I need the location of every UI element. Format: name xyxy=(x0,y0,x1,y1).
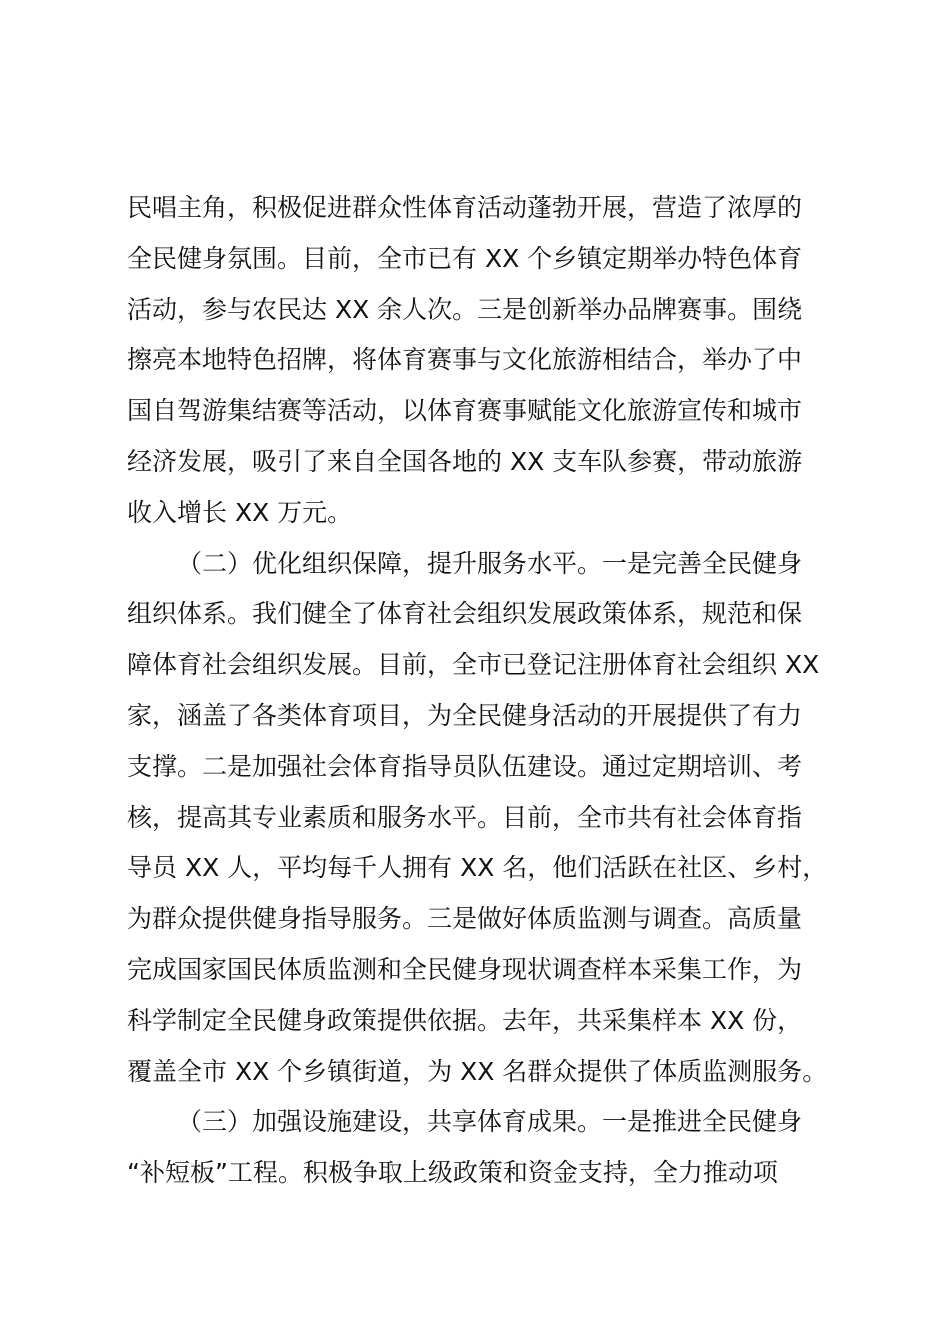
text-line: 收入增长 XX 万元。 xyxy=(127,497,353,527)
text-line: 全民健身氛围。目前，全市已有 XX 个乡镇定期举办特色体育 xyxy=(127,243,803,273)
text-line: 家，涵盖了各类体育项目，为全民健身活动的开展提供了有力 xyxy=(127,700,803,730)
text-line: 完成国家国民体质监测和全民健身现状调查样本采集工作，为 xyxy=(127,954,803,984)
text-line: 经济发展，吸引了来自全国各地的 XX 支车队参赛，带动旅游 xyxy=(127,446,803,476)
body-text xyxy=(127,183,837,1199)
text-line: 组织体系。我们健全了体育社会组织发展政策体系，规范和保 xyxy=(127,599,803,629)
text-line: 支撑。二是加强社会体育指导员队伍建设。通过定期培训、考 xyxy=(127,751,803,781)
text-line: 导员 XX 人，平均每千人拥有 XX 名，他们活跃在社区、乡村， xyxy=(127,853,828,883)
paragraph-start-line: （二）优化组织保障，提升服务水平。一是完善全民健身 xyxy=(177,548,803,578)
text-line: 障体育社会组织发展。目前，全市已登记注册体育社会组织 XX xyxy=(127,650,820,680)
text-line: 科学制定全民健身政策提供依据。去年，共采集样本 XX 份， xyxy=(127,1005,803,1035)
text-line: “补短板”工程。积极争取上级政策和资金支持，全力推动项 xyxy=(127,1158,778,1188)
text-line: 活动，参与农民达 XX 余人次。三是创新举办品牌赛事。围绕 xyxy=(127,294,803,324)
text-line: 核，提高其专业素质和服务水平。目前，全市共有社会体育指 xyxy=(127,802,803,832)
text-line: 擦亮本地特色招牌，将体育赛事与文化旅游相结合，举办了中 xyxy=(127,345,803,375)
paragraph-start-line: （三）加强设施建设，共享体育成果。一是推进全民健身 xyxy=(177,1107,803,1137)
text-line: 国自驾游集结赛等活动，以体育赛事赋能文化旅游宣传和城市 xyxy=(127,396,803,426)
text-line: 覆盖全市 XX 个乡镇街道，为 XX 名群众提供了体质监测服务。 xyxy=(127,1056,828,1086)
text-line: 民唱主角，积极促进群众性体育活动蓬勃开展，营造了浓厚的 xyxy=(127,193,803,222)
text-line: 为群众提供健身指导服务。三是做好体质监测与调查。高质量 xyxy=(127,904,803,934)
